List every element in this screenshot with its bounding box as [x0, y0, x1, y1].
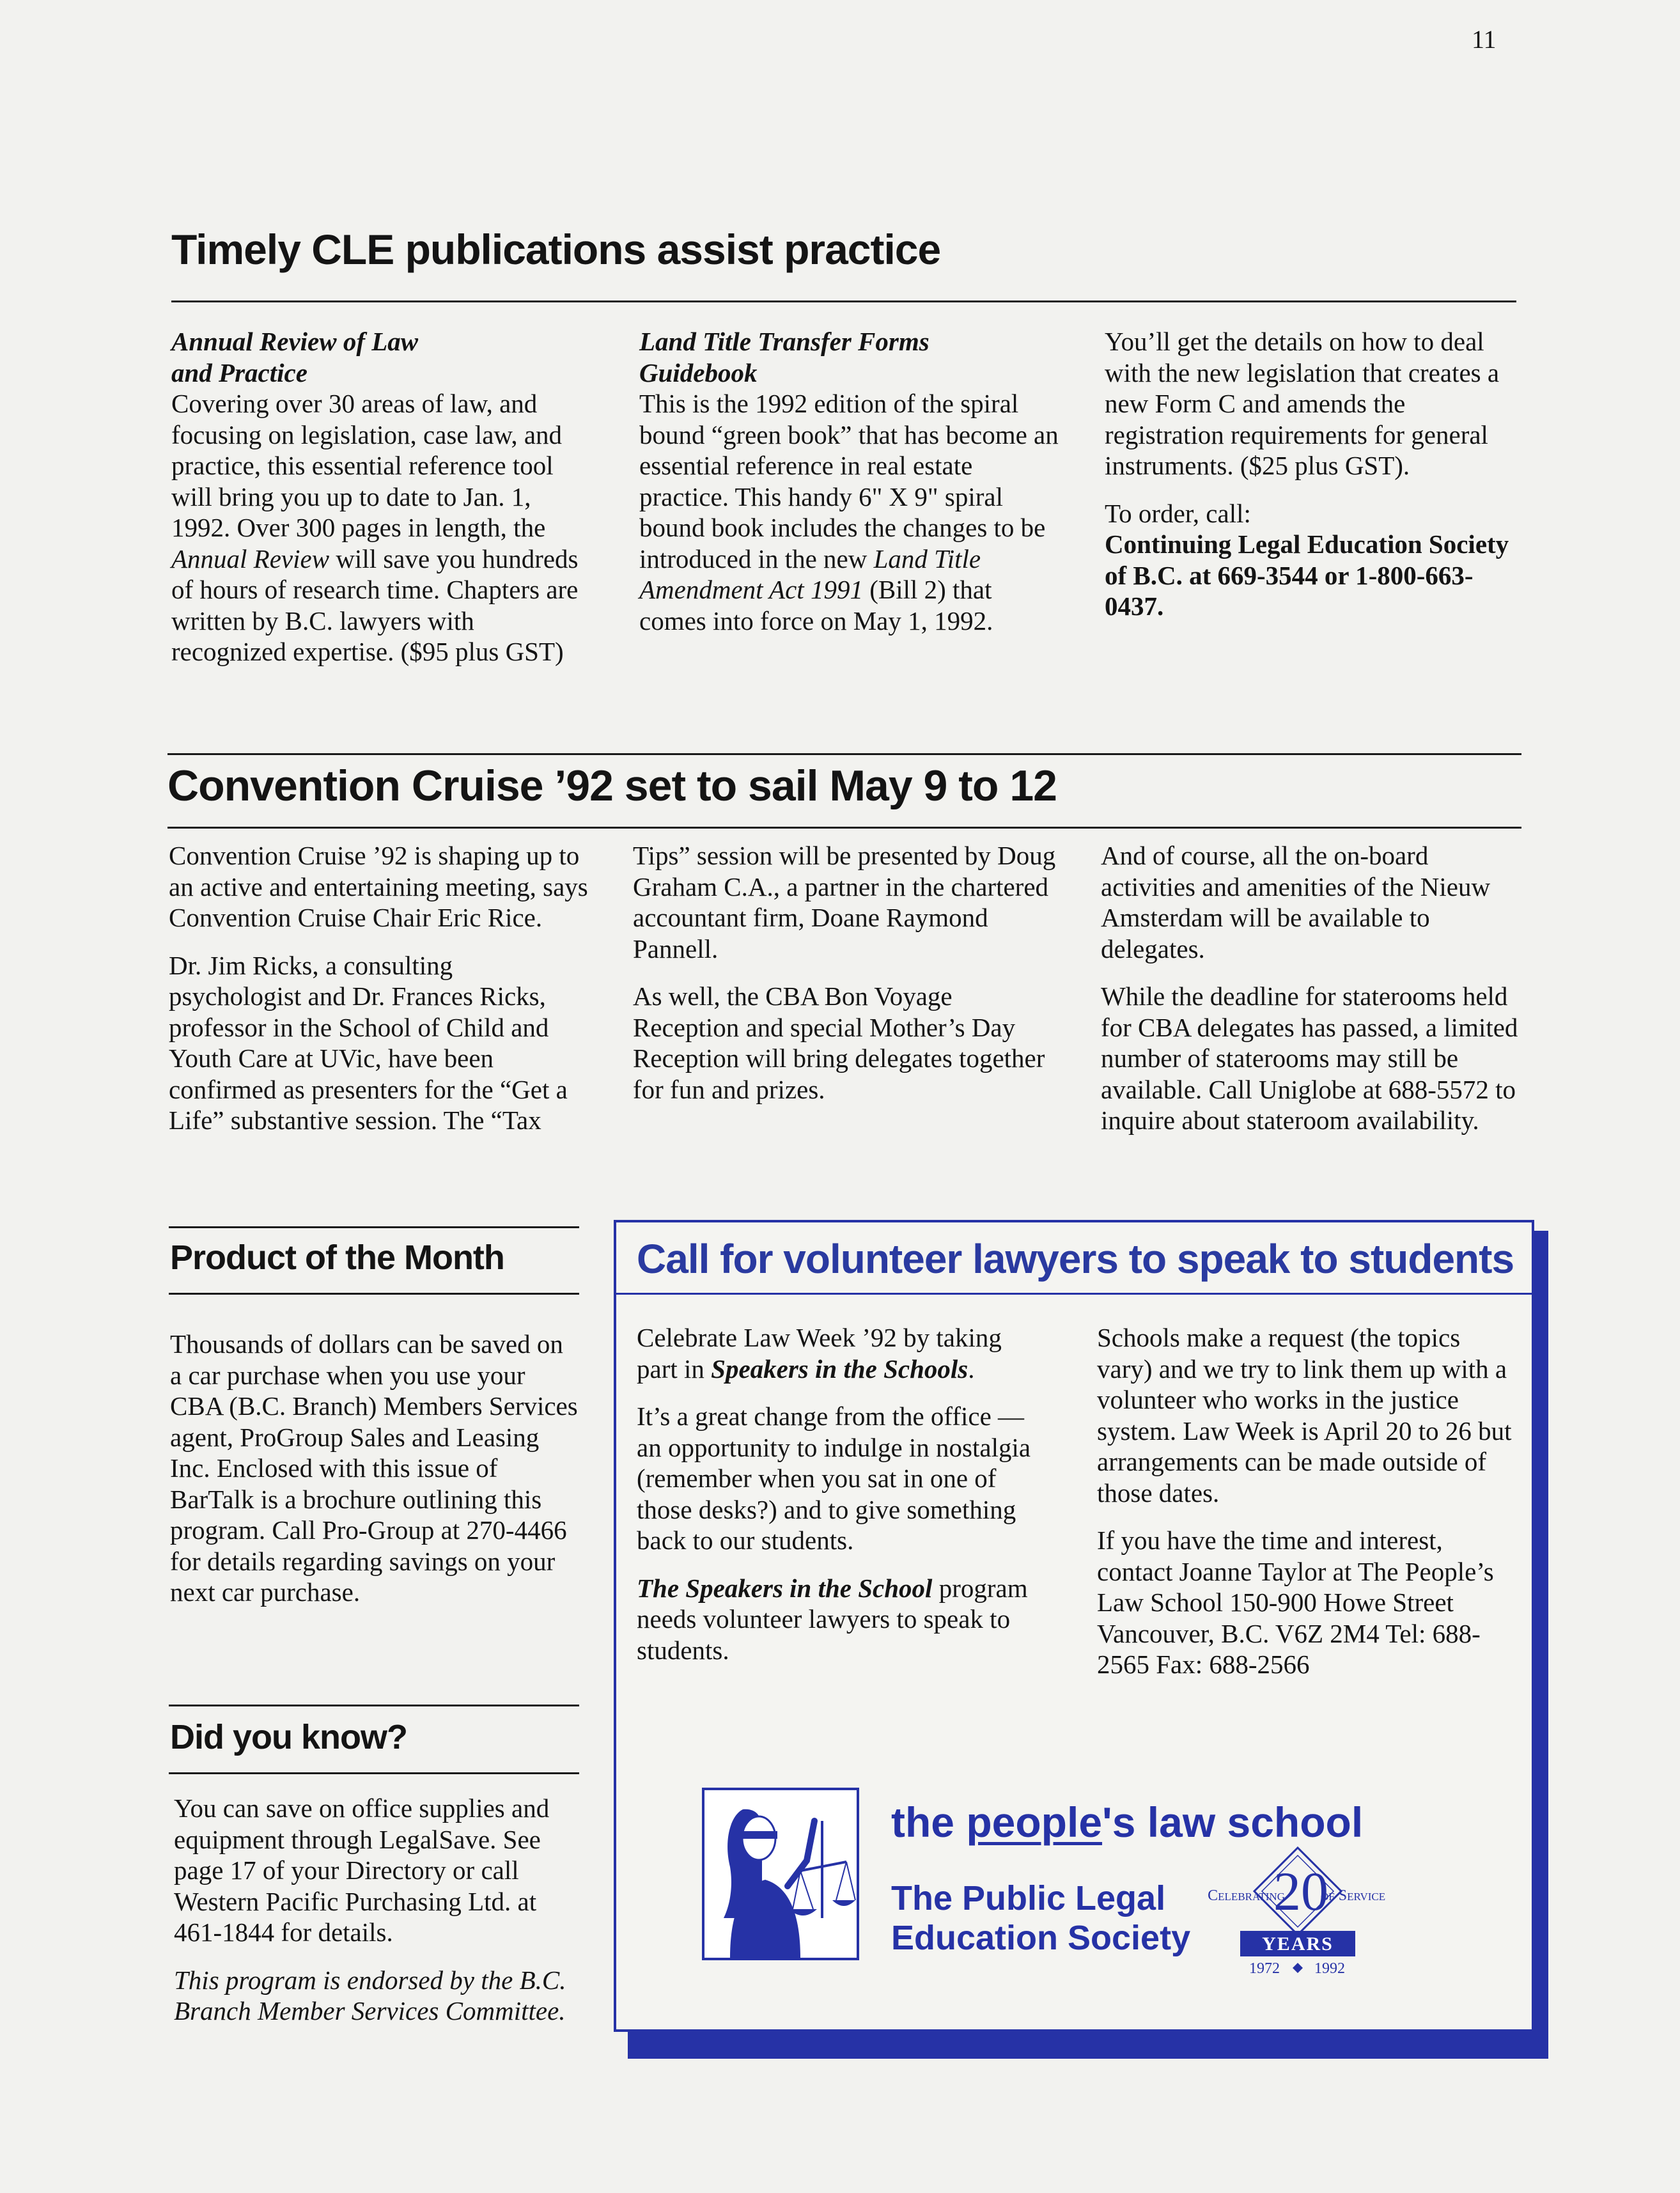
- didyouknow-top-rule: [169, 1705, 579, 1706]
- land-title-act-italic: Land Title Amendment Act 1991: [639, 543, 981, 604]
- page-number: 11: [1472, 25, 1497, 54]
- cruise-top-rule: [167, 753, 1521, 755]
- annual-review-title-italic: Annual Review: [171, 543, 330, 574]
- speakers-school-name: The Speakers in the School: [637, 1573, 933, 1603]
- land-title-text-cont: (Bill 2) that comes into force on May 1, 1992.: [639, 575, 993, 636]
- org-name-line2: Education Society: [891, 1919, 1191, 1957]
- cle-headline: Timely CLE publications assist practice: [171, 226, 941, 273]
- peoples-law-school-wordmark: [891, 1798, 1363, 1846]
- product-top-rule: [169, 1226, 579, 1228]
- law-week-text: [637, 1322, 1046, 1384]
- didyouknow-column: [174, 1793, 583, 2043]
- speakers-need-text: [637, 1573, 1046, 1666]
- cruise-staterooms-text: While the deadline for staterooms held for CBA delegates has passed, a limited number of staterooms may still be available. Call Uniglobe at 688-5572 to inquire about stateroom availability.: [1101, 981, 1518, 1135]
- land-title-text: This is the 1992 edition of the spiral bound “green book” that has become an essential reference in real estate practice. This handy 6" X 9" spiral bound book includes the changes to be introduced in the new: [639, 389, 1059, 574]
- didyouknow-bottom-rule: [169, 1772, 579, 1774]
- wordmark-people: people: [966, 1799, 1103, 1846]
- land-title-subhead-line2: Guidebook: [639, 357, 758, 387]
- law-week-text-b: .: [968, 1354, 975, 1384]
- badge-celebrating: Celebrating: [1208, 1887, 1285, 1904]
- cruise-headline: Convention Cruise ’92 set to sail May 9 to 12: [167, 761, 1057, 810]
- annual-review-text-cont: will save you hundreds of hours of research time. Chapters are written by B.C. lawyers with recognized expertise. ($95 plus GST): [171, 543, 579, 666]
- cle-order-contact: Continuing Legal Education Society of B.C. at 669-3544 or 1-800-663-0437.: [1105, 529, 1509, 621]
- lady-justice-icon: [704, 1790, 857, 1958]
- didyouknow-endorsement: This program is endorsed by the B.C. Branch Member Services Committee.: [174, 1965, 566, 2025]
- badge-of-service: of Service: [1321, 1887, 1386, 1904]
- product-bottom-rule: [169, 1293, 579, 1295]
- didyouknow-headline: Did you know?: [170, 1718, 407, 1756]
- badge-number: 20: [1273, 1861, 1328, 1922]
- cruise-column-1: [169, 840, 591, 1153]
- nostalgia-text: It’s a great change from the office — an opportunity to indulge in nostalgia (remember when you sat in one of those desks?) and to give something back to our students.: [637, 1401, 1031, 1555]
- product-text: Thousands of dollars can be saved on a car purchase when you use your CBA (B.C. Branch) Members Services agent, ProGroup Sales and Leasing Inc. Enclosed with this issue of BarTalk is a brochure outlining this program. Call Pro-Group at 270-4466 for details regarding savings on your next car purchase.: [170, 1329, 578, 1607]
- annual-review-block: [171, 326, 593, 667]
- land-title-subhead: Land Title Transfer Forms: [639, 327, 929, 356]
- land-title-block: [639, 326, 1061, 636]
- volunteer-headline-rule: [616, 1293, 1532, 1295]
- cle-column-1: [171, 326, 593, 684]
- speakers-program-name: Speakers in the Schools: [711, 1354, 968, 1384]
- cruise-bottom-rule: [167, 827, 1521, 829]
- org-name-line1: The Public Legal: [891, 1879, 1166, 1917]
- cle-details-text: You’ll get the details on how to deal with the new legislation that creates a new Form C and amends the registration requirements for general instruments. ($25 plus GST).: [1105, 327, 1500, 480]
- badge-start-year: 1972: [1249, 1960, 1280, 1977]
- volunteer-column-2: [1097, 1322, 1519, 1697]
- badge-end-year: 1992: [1314, 1960, 1345, 1977]
- public-legal-education-society: [891, 1878, 1190, 1958]
- speakers-need-text-b: program needs volunteer lawyers to speak to students.: [637, 1573, 1028, 1665]
- annual-review-subhead-line2: and Practice: [171, 357, 307, 387]
- cruise-column-3: [1101, 840, 1523, 1153]
- law-week-text-a: Celebrate Law Week ’92 by taking part in: [637, 1323, 1002, 1384]
- annual-review-text: Covering over 30 areas of law, and focusing on legislation, case law, and practice, this essential reference tool will bring you up to date to Jan. 1, 1992. Over 300 pages in length, the: [171, 389, 563, 542]
- cruise-column-2: [633, 840, 1061, 1121]
- cruise-presenters-text: Dr. Jim Ricks, a consulting psychologist and Dr. Frances Ricks, professor in the School of Child and Youth Care at UVic, have been confirmed as presenters for the “Get a Life” substantive session. The “Tax: [169, 950, 568, 1135]
- volunteer-headline: Call for volunteer lawyers to speak to students: [637, 1236, 1514, 1282]
- lady-justice-logo: [702, 1788, 859, 1960]
- wordmark-s: 's: [1102, 1799, 1136, 1846]
- wordmark-the: the: [891, 1799, 954, 1846]
- cle-headline-rule: [171, 300, 1516, 302]
- cle-column-3: [1105, 326, 1520, 639]
- volunteer-column-1: [637, 1322, 1046, 1682]
- cruise-amenities-text: And of course, all the on-board activities and amenities of the Nieuw Amsterdam will be available to delegates.: [1101, 841, 1491, 964]
- cruise-tax-tips-text: Tips” session will be presented by Doug Graham C.A., a partner in the chartered accountant firm, Doane Raymond Pannell.: [633, 841, 1056, 964]
- didyouknow-text: You can save on office supplies and equipment through LegalSave. See page 17 of your Directory or call Western Pacific Purchasing Ltd. at 461-1844 for details.: [174, 1793, 550, 1947]
- badge-years: YEARS: [1262, 1933, 1334, 1955]
- product-headline: Product of the Month: [170, 1238, 504, 1277]
- cruise-intro-text: Convention Cruise ’92 is shaping up to an active and entertaining meeting, says Convention Cruise Chair Eric Rice.: [169, 841, 588, 932]
- product-column: [170, 1329, 579, 1625]
- cle-column-2: [639, 326, 1061, 653]
- wordmark-law-school: law school: [1147, 1799, 1364, 1846]
- volunteer-contact-text: If you have the time and interest, contact Joanne Taylor at The People’s Law School 150-900 Howe Street Vancouver, B.C. V6Z 2M4 Tel: 688-2565 Fax: 688-2566: [1097, 1526, 1494, 1679]
- cruise-receptions-text: As well, the CBA Bon Voyage Reception and special Mother’s Day Reception will bring delegates together for fun and prizes.: [633, 981, 1045, 1104]
- annual-review-subhead: Annual Review of Law: [171, 327, 419, 356]
- schools-request-text: Schools make a request (the topics vary) and we try to link them up with a volunteer who works in the justice system. Law Week is April 20 to 26 but arrangements can be made outside of those dates.: [1097, 1323, 1512, 1508]
- cle-order-label: To order, call:: [1105, 498, 1251, 528]
- twenty-years-badge: [1195, 1841, 1445, 1988]
